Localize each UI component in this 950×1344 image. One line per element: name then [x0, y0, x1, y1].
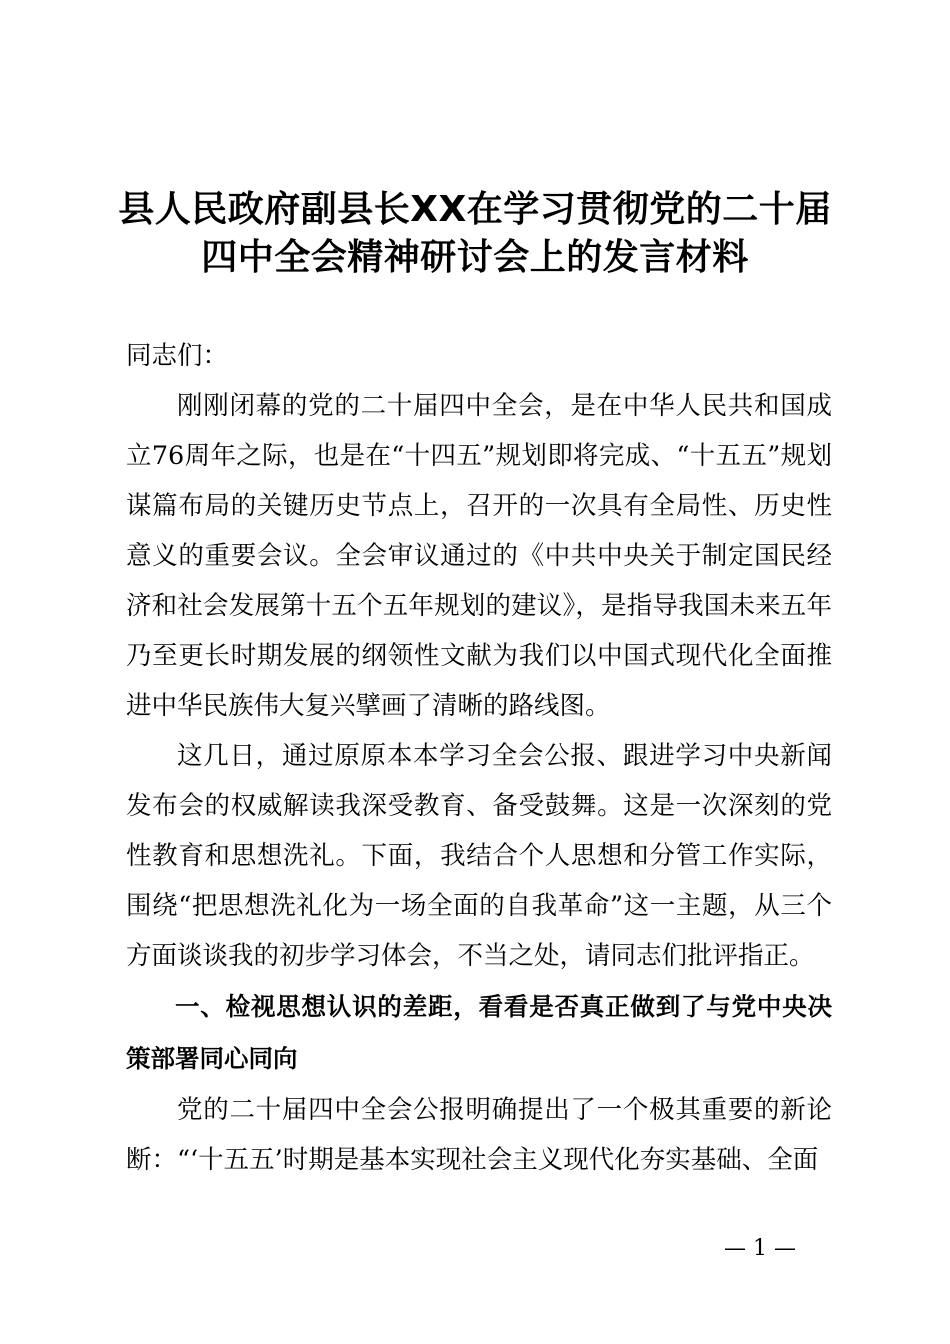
section-heading-1: 一、检视思想认识的差距，看看是否真正做到了与党中央决策部署同心同向	[126, 992, 832, 1073]
page-number: — 1 —	[724, 1236, 796, 1261]
paragraph-1: 刚刚闭幕的党的二十届四中全会，是在中华人民共和国成立76周年之际，也是在“十四五”规划即将完成、“十五五”规划谋篇布局的关键历史节点上，召开的一次具有全局性、历史性意义的重要会议。全会审议通过的《中共中央关于制定国民经济和社会发展第十五个五年规划的建议》，是指导我国未来五年乃至更长时期发展的纲领性文献为我们以中国式现代化全面推进中华民族伟大复兴擘画了清晰的路线图。	[126, 391, 832, 721]
document-title	[0, 186, 950, 282]
salutation: 同志们：	[126, 341, 229, 371]
title-line-2: 四中全会精神研讨会上的发言材料	[201, 237, 749, 278]
paragraph-2: 这几日，通过原原本本学习全会公报、跟进学习中央新闻发布会的权威解读我深受教育、备受鼓舞。这是一次深刻的党性教育和思想洗礼。下面，我结合个人思想和分管工作实际，围绕“把思想洗礼化为一场全面的自我革命”这一主题，从三个方面谈谈我的初步学习体会，不当之处，请同志们批评指正。	[126, 741, 832, 971]
title-line-1: 县人民政府副县长XX在学习贯彻党的二十届	[118, 189, 832, 230]
section-1-paragraph: 党的二十届四中全会公报明确提出了一个极其重要的新论断：“‘十五五’时期是基本实现社会主义现代化夯实基础、全面	[126, 1095, 832, 1175]
document-body	[126, 331, 832, 1185]
